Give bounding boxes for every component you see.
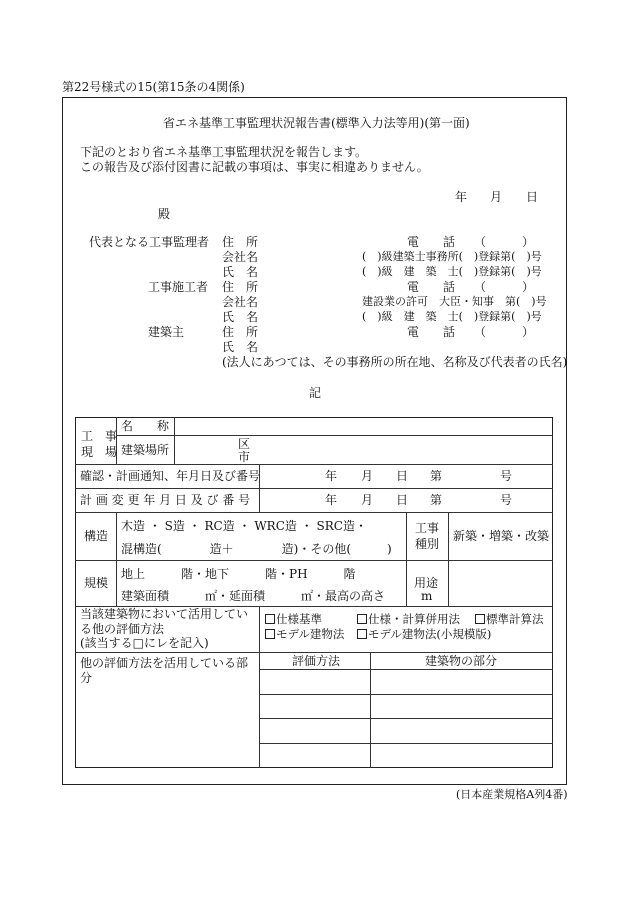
checkbox-box[interactable] — [265, 629, 275, 639]
supervisor-architect-registration: ( )級 建 築 士( )登録第( )号 — [362, 265, 542, 278]
checkbox-model-building[interactable]: モデル建物法 — [265, 629, 344, 641]
form-number: 第22号様式の15(第15条の4関係) — [62, 80, 245, 94]
confirmation-day: 日 — [396, 469, 409, 483]
footer-standard: (日本産業規格A列4番) — [456, 788, 568, 801]
contractor-architect-registration: ( )級 建 築 士( )登録第( )号 — [362, 310, 542, 323]
structure-options-2: 混構造( 造＋ 造)・その他( ) — [121, 542, 392, 556]
scale-label: 規模 — [84, 576, 109, 590]
addressee-suffix: 殿 — [158, 207, 171, 221]
checkbox-box[interactable] — [357, 629, 367, 639]
checkbox-spec-standard[interactable]: 仕様基準 — [265, 614, 322, 626]
owner-name-label: 氏 名 — [222, 340, 259, 354]
confirmation-month: 月 — [361, 469, 374, 483]
confirmation-label: 確認・計画通知、年月日及び番号 — [80, 469, 261, 483]
owner-phone-label: 電 話 — [407, 325, 456, 339]
supervisor-label: 代表となる工事監理者 — [89, 235, 210, 249]
owner-note: (法人にあつては、その事務所の所在地、名称及び代表者の氏名) — [222, 355, 568, 369]
supervisor-name-label: 氏 名 — [222, 265, 259, 279]
contractor-phone-label: 電 話 — [407, 280, 456, 294]
site-name-label: 名 称 — [121, 419, 170, 433]
contractor-name-label: 氏 名 — [222, 310, 259, 324]
change-month: 月 — [361, 493, 374, 507]
owner-address-label: 住 所 — [222, 325, 259, 339]
contractor-address-label: 住 所 — [222, 280, 259, 294]
building-part-header: 建築物の部分 — [425, 654, 498, 668]
site-location-label: 建築場所 — [121, 443, 170, 457]
supervisor-phone-label: 電 話 — [407, 235, 456, 249]
confirmation-year: 年 — [325, 469, 338, 483]
intro-line-1: 下記のとおり省エネ基準工事監理状況を報告します。 — [80, 145, 368, 159]
change-day: 日 — [396, 493, 409, 507]
supervisor-office-registration: ( )級建築士事務所( )登録第( )号 — [362, 250, 542, 263]
contractor-label: 工事施工者 — [148, 280, 209, 294]
document-title: 省エネ基準工事監理状況報告書(標準入力法等用)(第一面) — [163, 116, 470, 130]
intro-line-2: この報告及び添付図書に記載の事項は、事実に相違ありません。 — [80, 160, 429, 174]
work-type-label: 工事 種別 — [415, 521, 440, 551]
change-go: 号 — [500, 493, 513, 507]
owner-label: 建築主 — [148, 325, 185, 339]
scale-areas: 建築面積 ㎡・延面積 ㎡・最高の高さ m — [121, 589, 433, 603]
change-year: 年 — [325, 493, 338, 507]
change-dai: 第 — [430, 493, 443, 507]
other-parts-label: 他の評価方法を活用している部分 — [80, 656, 249, 685]
checkbox-standard-calc[interactable]: 標準計算法 — [475, 614, 544, 626]
confirmation-dai: 第 — [430, 469, 443, 483]
supervisor-phone-paren: （ ） — [474, 235, 535, 249]
city-label: 市 — [238, 450, 251, 464]
ward-label: 区 — [238, 437, 251, 451]
ki-heading: 記 — [309, 386, 322, 400]
contractor-company-label: 会社名 — [222, 295, 259, 309]
supervisor-address-label: 住 所 — [222, 235, 259, 249]
checkbox-model-building-small[interactable]: モデル建物法(小規模版) — [357, 629, 491, 641]
owner-phone-paren: （ ） — [474, 325, 535, 339]
contractor-phone-paren: （ ） — [474, 280, 535, 294]
confirmation-go: 号 — [500, 469, 513, 483]
checkbox-spec-calc-combined[interactable]: 仕様・計算併用法 — [357, 614, 460, 626]
date-year: 年 — [455, 190, 468, 204]
structure-options-1: 木造 ・ S造 ・ RC造 ・ WRC造 ・ SRC造・ — [121, 519, 367, 533]
eval-method-header: 評価方法 — [292, 654, 341, 668]
structure-label: 構造 — [84, 529, 109, 543]
date-month: 月 — [490, 190, 503, 204]
checkbox-box[interactable] — [357, 614, 367, 624]
work-type-value: 新築・増築・改築 — [453, 529, 550, 543]
other-methods-label: 当該建築物において活用している他の評価方法 (該当する□にレを記入) — [80, 607, 249, 650]
site-label: 工 事 現 場 — [81, 429, 118, 459]
scale-floors: 地上 階・地下 階・PH 階 — [121, 567, 356, 581]
change-label: 計 画 変 更 年 月 日 及 び 番 号 — [80, 493, 251, 507]
use-label: 用途 — [414, 576, 439, 590]
checkbox-box[interactable] — [265, 614, 275, 624]
contractor-license: 建設業の許可 大臣・知事 第( )号 — [362, 295, 547, 308]
checkbox-box[interactable] — [475, 614, 485, 624]
date-day: 日 — [526, 190, 539, 204]
supervisor-company-label: 会社名 — [222, 250, 259, 264]
